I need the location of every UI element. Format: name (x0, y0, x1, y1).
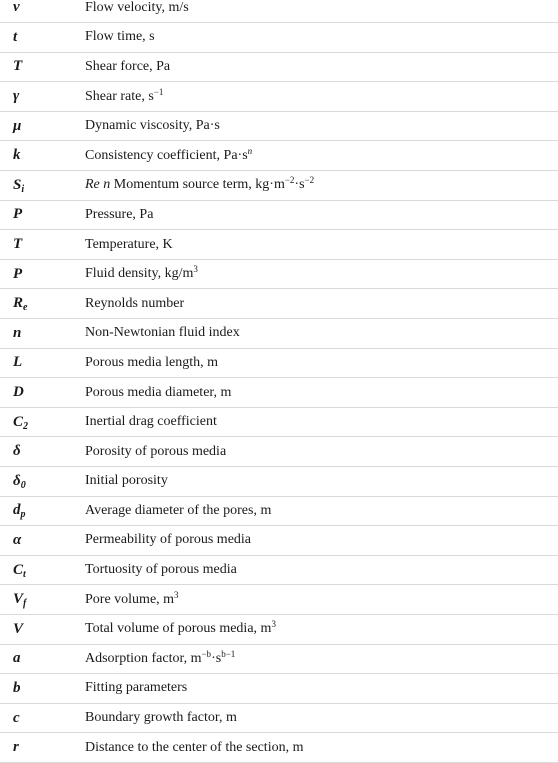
table-row (0, 141, 558, 171)
description-cell (73, 378, 558, 408)
table-row (0, 585, 558, 615)
table-row (0, 644, 558, 674)
symbol: μ (13, 117, 22, 134)
symbol-cell (0, 200, 73, 230)
description-cell (73, 526, 558, 556)
table-row (0, 0, 558, 23)
description-text: Inertial drag coefficient (85, 414, 217, 430)
description-text: Pore volume, m (85, 591, 175, 607)
description-cell (73, 23, 558, 53)
symbol-cell (0, 319, 73, 349)
symbol-cell (0, 437, 73, 467)
symbol-cell (0, 496, 73, 526)
table-row (0, 23, 558, 53)
symbol: a (13, 650, 21, 667)
symbol-cell (0, 289, 73, 319)
description-superscript: −b (201, 648, 212, 659)
table-row (0, 496, 558, 526)
symbol: C (13, 413, 24, 430)
description-cell (73, 141, 558, 171)
table-row (0, 348, 558, 378)
description-prefix: Re n (85, 177, 111, 193)
symbol-cell (0, 141, 73, 171)
description-text: Porous media length, m (85, 354, 218, 370)
symbol-cell (0, 733, 73, 763)
symbol-cell (0, 555, 73, 585)
description-cell (73, 200, 558, 230)
description-text: Pressure, Pa (85, 206, 154, 222)
description-cell (73, 437, 558, 467)
description-text: Consistency coefficient, Pa·s (85, 147, 248, 163)
description-text: Total volume of porous media, m (85, 621, 272, 637)
description-text: Adsorption factor, m (85, 650, 202, 666)
description-superscript: n (247, 145, 253, 156)
symbol: k (13, 147, 21, 164)
description-superscript: 3 (271, 619, 276, 630)
symbol-cell (0, 0, 73, 23)
table-row (0, 259, 558, 289)
description-text: Porous media diameter, m (85, 384, 232, 400)
description-cell (73, 467, 558, 497)
symbol: d (13, 502, 21, 519)
description-text: Boundary growth factor, m (85, 710, 237, 726)
symbol-subscript: 2 (23, 420, 29, 432)
symbol: R (13, 295, 24, 312)
symbol: T (13, 58, 23, 75)
description-text: Tortuosity of porous media (85, 562, 237, 578)
table-row (0, 555, 558, 585)
table-row (0, 407, 558, 437)
symbol-subscript: t (23, 568, 26, 580)
description-text: Distance to the center of the section, m (85, 739, 304, 755)
description-superscript: b−1 (221, 648, 236, 659)
symbol-cell (0, 526, 73, 556)
description-cell (73, 496, 558, 526)
description-text: Fitting parameters (85, 680, 188, 696)
symbol: n (13, 324, 22, 341)
table-row (0, 378, 558, 408)
table-row (0, 230, 558, 260)
description-text: Non-Newtonian fluid index (85, 325, 240, 341)
description-cell (73, 259, 558, 289)
symbol: α (13, 531, 22, 548)
table-row (0, 437, 558, 467)
description-text: Flow time, s (85, 29, 155, 45)
description-cell (73, 555, 558, 585)
table-row (0, 467, 558, 497)
description-superscript: −1 (153, 86, 164, 97)
symbol-cell (0, 259, 73, 289)
description-superscript: −2 (304, 175, 315, 186)
table-row (0, 674, 558, 704)
description-cell (73, 230, 558, 260)
symbol: γ (13, 88, 20, 105)
symbol-cell (0, 674, 73, 704)
symbol: S (13, 176, 22, 193)
symbol-subscript: 0 (20, 479, 26, 491)
symbol-subscript: i (21, 183, 25, 195)
description-cell (73, 348, 558, 378)
description-text: Momentum source term, kg·m (113, 177, 285, 193)
description-superscript: 3 (193, 264, 198, 275)
symbol-subscript: p (20, 509, 26, 521)
symbol: V (13, 620, 24, 637)
symbol-cell (0, 378, 73, 408)
symbol: r (13, 739, 19, 756)
symbol: t (13, 28, 18, 45)
symbol: b (13, 679, 21, 696)
symbol: δ (13, 443, 21, 460)
table-row (0, 319, 558, 349)
symbol-cell (0, 614, 73, 644)
symbol-cell (0, 348, 73, 378)
description-superscript: 3 (174, 589, 179, 600)
symbol: c (13, 709, 20, 726)
table-row (0, 111, 558, 141)
symbol: δ (13, 472, 21, 489)
symbol-cell (0, 407, 73, 437)
description-text: Shear rate, s (85, 88, 154, 104)
table-row (0, 200, 558, 230)
description-cell (73, 407, 558, 437)
description-cell (73, 614, 558, 644)
symbol-subscript: f (23, 598, 27, 610)
description-cell (73, 585, 558, 615)
description-cell (73, 319, 558, 349)
table-row (0, 82, 558, 112)
table-row (0, 171, 558, 201)
symbol: P (13, 265, 23, 282)
symbol-cell (0, 23, 73, 53)
description-cell (73, 674, 558, 704)
symbol-cell (0, 467, 73, 497)
table-row (0, 614, 558, 644)
symbol: P (13, 206, 23, 223)
description-text: Permeability of porous media (85, 532, 252, 548)
symbol-cell (0, 585, 73, 615)
description-text: ·s (294, 177, 305, 193)
description-text: Temperature, K (85, 236, 173, 252)
symbol: D (13, 384, 24, 401)
table-row (0, 733, 558, 763)
description-superscript: −2 (284, 175, 295, 186)
table-row (0, 289, 558, 319)
description-cell (73, 289, 558, 319)
description-cell (73, 52, 558, 82)
table-row (0, 526, 558, 556)
description-text: Fluid density, kg/m (85, 266, 194, 282)
symbol: V (13, 591, 24, 608)
description-cell (73, 171, 558, 201)
symbol-cell (0, 52, 73, 82)
description-text: Porosity of porous media (85, 443, 227, 459)
description-text: Initial porosity (85, 473, 168, 489)
description-text: Average diameter of the pores, m (85, 502, 272, 518)
description-text: Flow velocity, m/s (85, 0, 189, 15)
description-cell (73, 703, 558, 733)
symbol-subscript: e (23, 302, 28, 314)
description-text: Shear force, Pa (85, 58, 171, 74)
description-cell (73, 733, 558, 763)
symbol-cell (0, 644, 73, 674)
description-text: ·s (211, 650, 222, 666)
symbol-cell (0, 111, 73, 141)
symbol-cell (0, 171, 73, 201)
symbol: T (13, 236, 23, 253)
description-cell (73, 0, 558, 23)
symbol: C (13, 561, 24, 578)
symbol-cell (0, 82, 73, 112)
description-text: Dynamic viscosity, Pa·s (85, 118, 220, 134)
table-row (0, 52, 558, 82)
table-row (0, 703, 558, 733)
symbol: L (13, 354, 23, 371)
symbol-cell (0, 230, 73, 260)
description-cell (73, 644, 558, 674)
symbol: v (13, 0, 20, 16)
description-cell (73, 111, 558, 141)
description-text: Reynolds number (85, 295, 185, 311)
description-cell (73, 82, 558, 112)
symbol-cell (0, 703, 73, 733)
